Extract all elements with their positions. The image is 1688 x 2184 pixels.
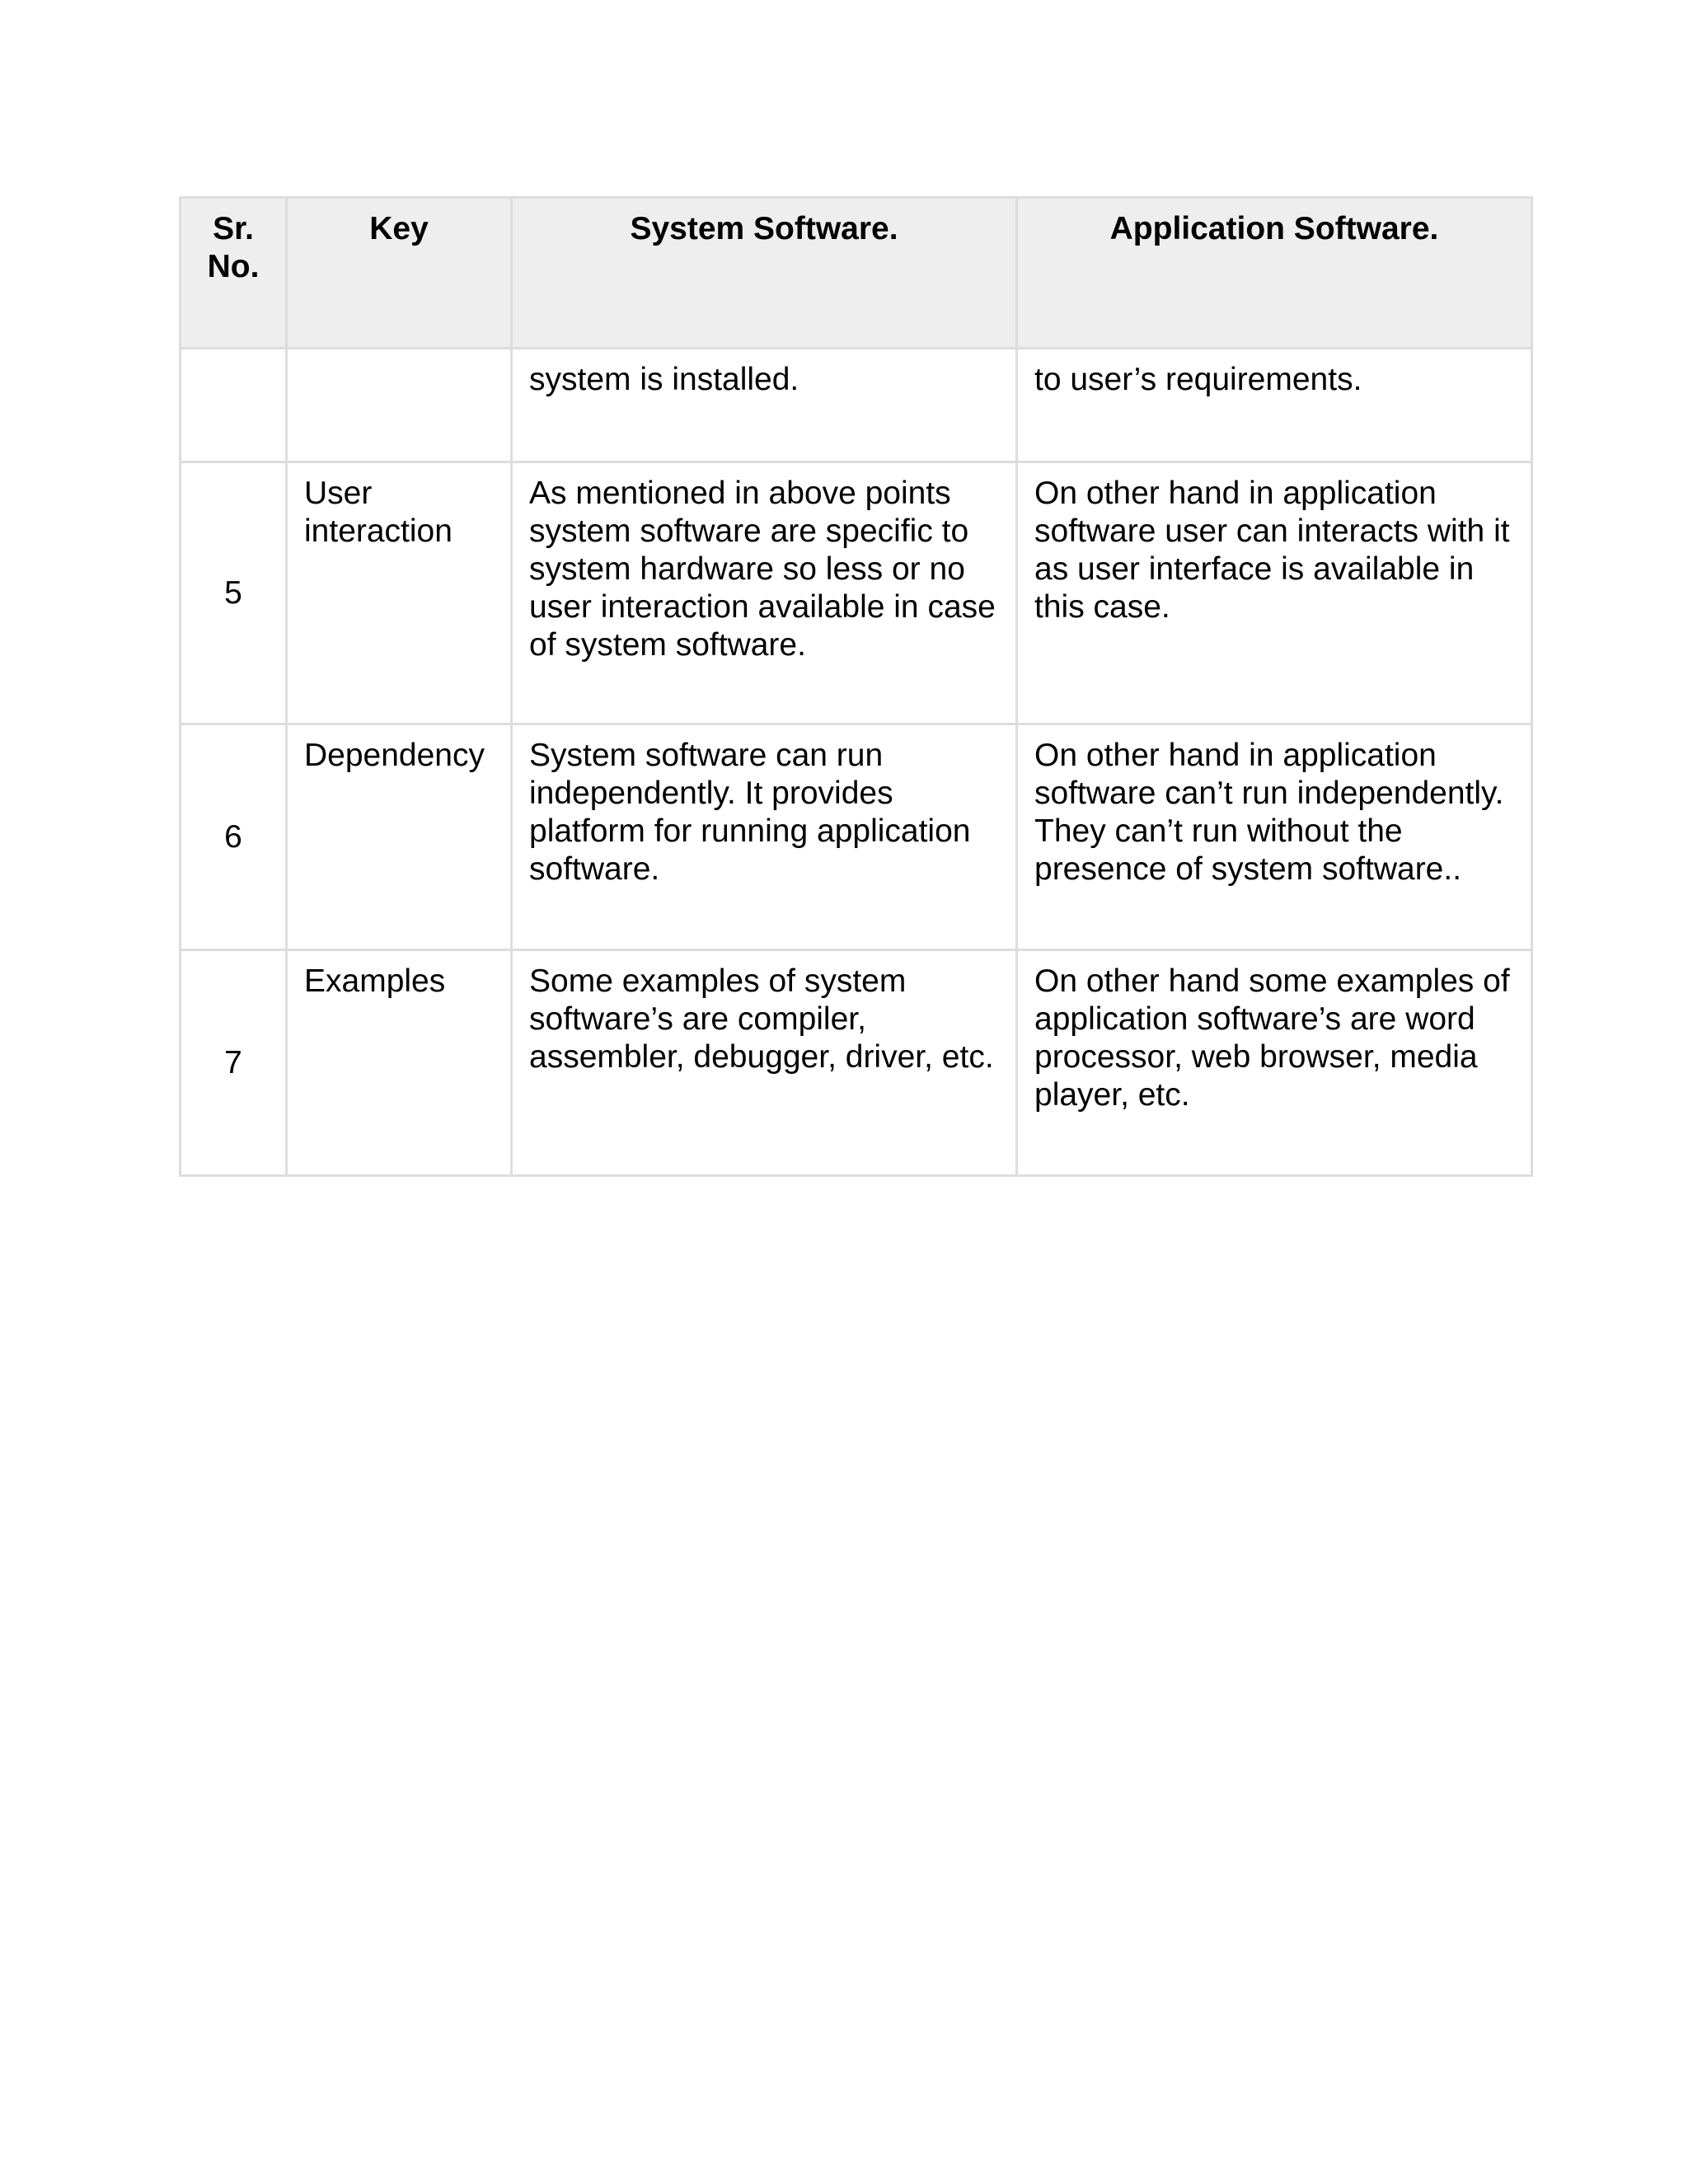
table-header-row: [181, 198, 1532, 349]
cell-sr-no: 7: [181, 950, 287, 1176]
cell-application: to user’s requirements.: [1017, 349, 1532, 462]
cell-key: Dependency: [287, 724, 512, 950]
cell-system: Some examples of system software’s are compiler, assembler, debugger, driver, etc.: [512, 950, 1017, 1176]
table-row: [181, 950, 1532, 1176]
header-key: Key: [287, 198, 512, 349]
cell-system: system is installed.: [512, 349, 1017, 462]
cell-key: Examples: [287, 950, 512, 1176]
table-row: [181, 462, 1532, 724]
header-application-software: Application Software.: [1017, 198, 1532, 349]
cell-key: [287, 349, 512, 462]
cell-application: On other hand in application software can’t run independently. They can’t run without the presence of system software..: [1017, 724, 1532, 950]
cell-application: On other hand in application software user can interacts with it as user interface is available in this case.: [1017, 462, 1532, 724]
cell-key: User interaction: [287, 462, 512, 724]
cell-sr-no: [181, 349, 287, 462]
header-system-software: System Software.: [512, 198, 1017, 349]
table-row: [181, 349, 1532, 462]
header-sr-no: Sr. No.: [181, 198, 287, 349]
comparison-table: [179, 196, 1533, 1177]
cell-sr-no: 5: [181, 462, 287, 724]
table-row: [181, 724, 1532, 950]
cell-system: System software can run independently. It provides platform for running application software.: [512, 724, 1017, 950]
cell-sr-no: 6: [181, 724, 287, 950]
cell-application: On other hand some examples of application software’s are word processor, web browser, media player, etc.: [1017, 950, 1532, 1176]
cell-system: As mentioned in above points system software are specific to system hardware so less or no user interaction available in case of system software.: [512, 462, 1017, 724]
